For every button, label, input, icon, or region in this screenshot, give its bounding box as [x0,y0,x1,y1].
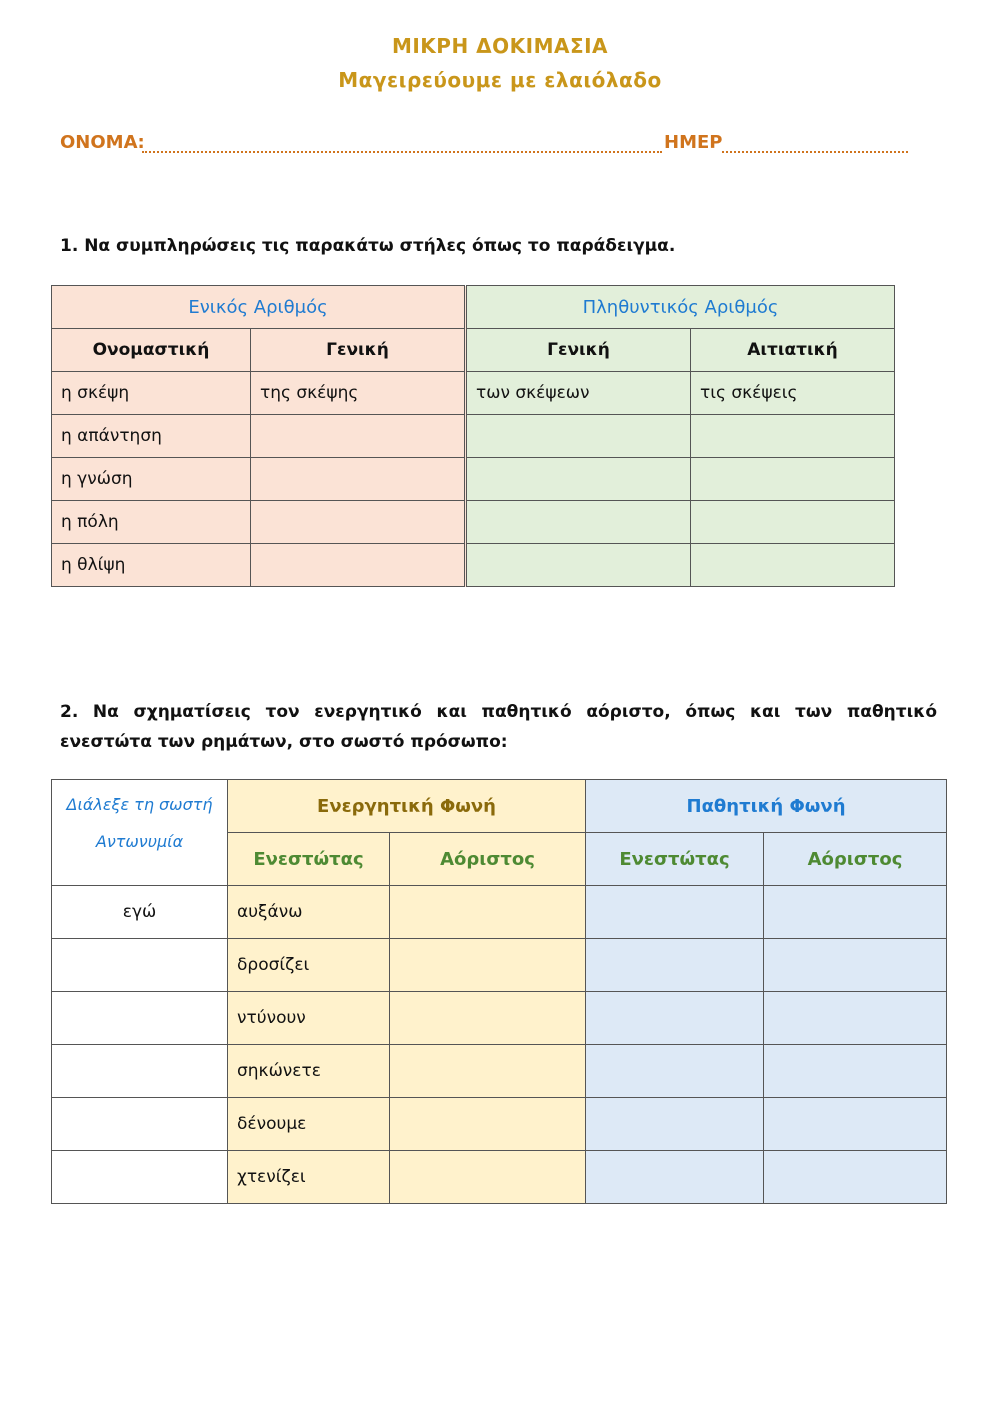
answer-cell[interactable] [251,544,466,587]
exercise1-instruction: 1. Να συμπληρώσεις τις παρακάτω στήλες όπως το παράδειγμα. [60,236,676,256]
exercise2-instruction: 2. Να σχηματίσεις τον ενεργητικό και παθητικό αόριστο, όπως και των παθητικό ενεστώτα των ρημάτων, στο σωστό πρόσωπο: [60,702,937,752]
pronoun-header [52,780,228,886]
table-row [52,939,947,992]
cell: η απάντηση [52,415,251,458]
cell: η γνώση [52,458,251,501]
answer-cell[interactable] [251,458,466,501]
answer-cell[interactable] [764,939,947,992]
passive-aorist-header: Αόριστος [764,833,947,886]
verb-cell: αυξάνω [228,886,390,939]
name-date-line [60,130,910,160]
answer-cell[interactable] [764,1098,947,1151]
pronoun-cell[interactable] [52,1151,228,1204]
answer-cell[interactable] [764,1045,947,1098]
col-header-genitive-sg: Γενική [251,329,466,372]
exercise1-table [51,285,895,587]
answer-cell[interactable] [466,544,691,587]
pronoun-cell[interactable] [52,939,228,992]
answer-cell[interactable] [251,415,466,458]
answer-cell[interactable] [251,501,466,544]
answer-cell[interactable] [586,1098,764,1151]
answer-cell[interactable] [390,1045,586,1098]
name-label: ΟΝΟΜΑ: [60,132,145,153]
col-header-nominative: Ονομαστική [52,329,251,372]
answer-cell[interactable] [691,544,895,587]
pronoun-header-line1: Διάλεξε τη σωστή [66,795,213,814]
table-row [52,372,895,415]
table-row [52,992,947,1045]
verb-cell: χτενίζει [228,1151,390,1204]
verb-cell: δένουμε [228,1098,390,1151]
exercise2-table [51,779,947,1204]
active-voice-header: Ενεργητική Φωνή [228,780,586,833]
answer-cell[interactable] [390,1098,586,1151]
table-row [52,501,895,544]
answer-cell[interactable] [764,886,947,939]
answer-cell[interactable] [586,1151,764,1204]
table-row [52,544,895,587]
answer-cell[interactable] [390,1151,586,1204]
table-row [52,1098,947,1151]
answer-cell[interactable] [691,415,895,458]
answer-cell[interactable] [390,886,586,939]
table-row [52,886,947,939]
cell: τις σκέψεις [691,372,895,415]
passive-voice-header: Παθητική Φωνή [586,780,947,833]
answer-cell[interactable] [466,501,691,544]
name-field[interactable] [142,151,662,153]
cell: της σκέψης [251,372,466,415]
answer-cell[interactable] [390,939,586,992]
answer-cell[interactable] [586,1045,764,1098]
answer-cell[interactable] [691,458,895,501]
table-row [52,1045,947,1098]
table-row [52,458,895,501]
pronoun-cell[interactable]: εγώ [52,886,228,939]
answer-cell[interactable] [390,992,586,1045]
verb-cell: σηκώνετε [228,1045,390,1098]
table-row [52,415,895,458]
verb-cell: ντύνουν [228,992,390,1045]
col-header-genitive-pl: Γενική [466,329,691,372]
cell: των σκέψεων [466,372,691,415]
active-present-header: Ενεστώτας [228,833,390,886]
answer-cell[interactable] [764,1151,947,1204]
table-row [52,1151,947,1204]
pronoun-header-line2: Αντωνυμία [95,832,184,851]
cell: η πόλη [52,501,251,544]
answer-cell[interactable] [691,501,895,544]
plural-header: Πληθυντικός Αριθμός [466,286,895,329]
answer-cell[interactable] [466,458,691,501]
cell: η θλίψη [52,544,251,587]
singular-header: Ενικός Αριθμός [52,286,466,329]
page-subtitle: Μαγειρεύουμε με ελαιόλαδο [338,68,662,92]
date-field[interactable] [722,151,908,153]
verb-cell: δροσίζει [228,939,390,992]
cell: η σκέψη [52,372,251,415]
passive-present-header: Ενεστώτας [586,833,764,886]
answer-cell[interactable] [586,886,764,939]
pronoun-cell[interactable] [52,1098,228,1151]
pronoun-cell[interactable] [52,992,228,1045]
page-title: ΜΙΚΡΗ ΔΟΚΙΜΑΣΙΑ [391,34,609,58]
answer-cell[interactable] [586,939,764,992]
active-aorist-header: Αόριστος [390,833,586,886]
date-label: ΗΜΕΡ [664,132,723,153]
answer-cell[interactable] [466,415,691,458]
answer-cell[interactable] [764,992,947,1045]
answer-cell[interactable] [586,992,764,1045]
pronoun-cell[interactable] [52,1045,228,1098]
col-header-accusative-pl: Αιτιατική [691,329,895,372]
